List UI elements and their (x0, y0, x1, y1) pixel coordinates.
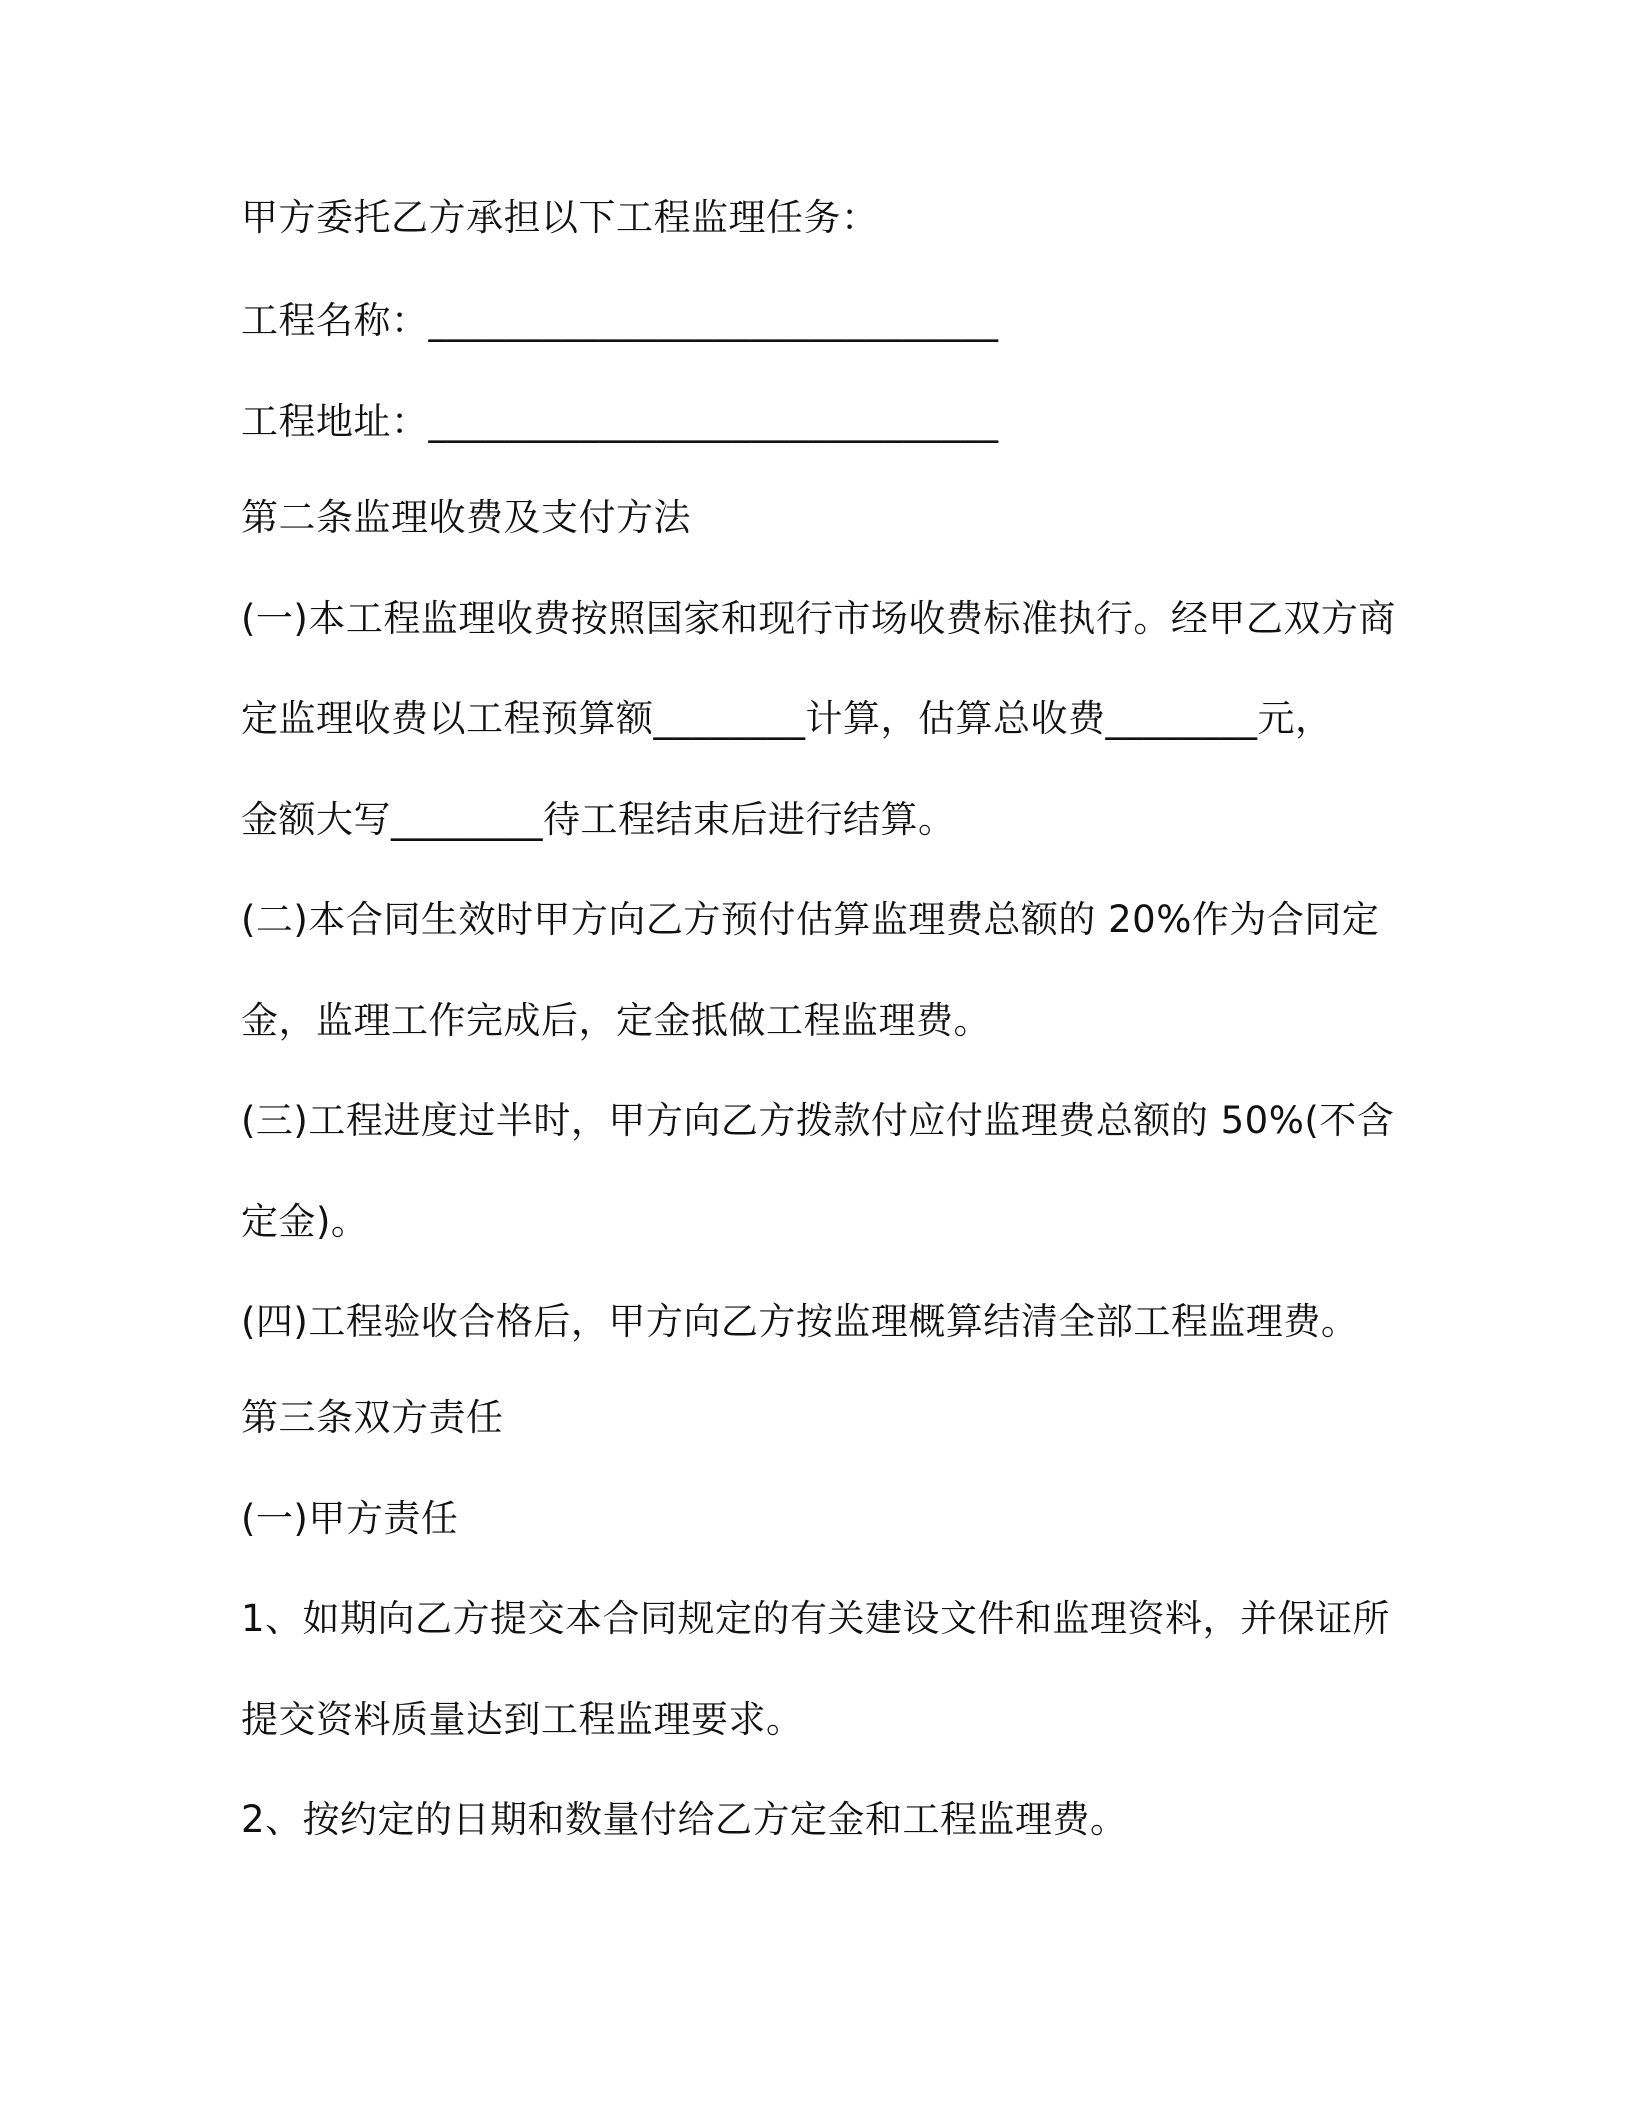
article-2-clause-2-line-2: 金，监理工作完成后，定金抵做工程监理费。 (241, 999, 991, 1042)
article-2-clause-3-line-2: 定金)。 (241, 1200, 369, 1243)
article-2-clause-1-line-2: 定监理收费以工程预算额________计算，估算总收费________元， (241, 697, 1333, 740)
article-3-heading: 第三条双方责任 (241, 1396, 504, 1439)
article-2-clause-4: (四)工程验收合格后，甲方向乙方按监理概算结清全部工程监理费。 (241, 1300, 1359, 1343)
article-2-clause-1-line-3: 金额大写________待工程结束后进行结算。 (241, 798, 956, 841)
article-3-item-2: 2、按约定的日期和数量付给乙方定金和工程监理费。 (241, 1798, 1128, 1841)
article-3-section-1-heading: (一)甲方责任 (241, 1497, 459, 1540)
project-address-field: 工程地址：______________________________ (241, 400, 999, 443)
article-3-item-1-line-1: 1、如期向乙方提交本合同规定的有关建设文件和监理资料，并保证所 (241, 1597, 1391, 1640)
project-name-field: 工程名称：______________________________ (241, 299, 999, 342)
intro-line: 甲方委托乙方承担以下工程监理任务： (241, 196, 879, 239)
article-2-heading: 第二条监理收费及支付方法 (241, 496, 691, 539)
article-3-item-1-line-2: 提交资料质量达到工程监理要求。 (241, 1698, 804, 1741)
article-2-clause-2-line-1: (二)本合同生效时甲方向乙方预付估算监理费总额的 20%作为合同定 (241, 898, 1380, 941)
article-2-clause-3-line-1: (三)工程进度过半时，甲方向乙方拨款付应付监理费总额的 50%(不含 (241, 1099, 1395, 1142)
article-2-clause-1-line-1: (一)本工程监理收费按照国家和现行市场收费标准执行。经甲乙双方商 (241, 597, 1396, 640)
